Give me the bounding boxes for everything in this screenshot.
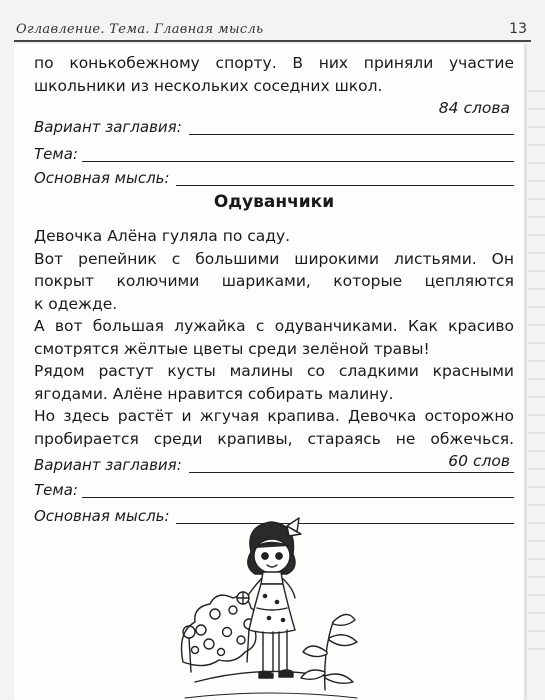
title-variant-field[interactable] [34,117,514,137]
page-number: 13 [509,21,527,37]
header-title: Оглавление. Тема. Главная мысль [16,22,264,37]
text-line: пробирается среди крапивы, стараясь не обжечься. [34,429,514,448]
field-label: Тема: [34,145,78,163]
word-count: 60 слов [448,452,510,470]
answer-line[interactable] [189,472,514,473]
answer-line[interactable] [176,185,514,186]
answer-line[interactable] [82,497,514,498]
story-title: Одуванчики [213,192,335,212]
page-header [14,18,531,42]
text-line: покрыт колючими шариками, которые цепляются [34,272,514,290]
word-count: 84 слова [438,99,510,117]
girl-with-flowers-icon [175,512,365,700]
theme-field[interactable] [34,480,514,500]
text-line: Рядом растут кусты малины со сладкими красными [34,362,514,380]
text-line: ягодами. Алёне нравится собирать малину. [34,384,394,403]
text-line: по конькобежному спорту. В них приняли участие [34,54,514,72]
title-variant-field[interactable] [34,455,514,475]
story-text [34,225,514,472]
text-line: Девочка Алёна гуляла по саду. [34,227,291,245]
main-idea-field[interactable] [34,168,514,188]
text-line: Но здесь растёт и жгучая крапива. Девочка осторожно [34,407,514,425]
field-label: Основная мысль: [34,507,170,525]
text-line: к одежде. [34,294,118,313]
field-label: Вариант заглавия: [34,118,182,136]
text-line: А вот большая лужайка с одуванчиками. Как красиво [34,317,514,335]
answer-line[interactable] [82,161,514,162]
field-label: Основная мысль: [34,169,170,187]
text-line: смотрятся жёлтые цветы среди зелёной травы! [34,339,430,358]
theme-field[interactable] [34,144,514,164]
field-label: Тема: [34,481,78,499]
answer-line[interactable] [189,134,514,135]
prev-story-ending [34,52,514,119]
background-page-edge [528,90,545,650]
field-label: Вариант заглавия: [34,456,182,474]
text-line: школьники из нескольких соседних школ. [34,76,383,95]
text-line: Вот репейник с большими широкими листьями. Он [34,249,514,268]
